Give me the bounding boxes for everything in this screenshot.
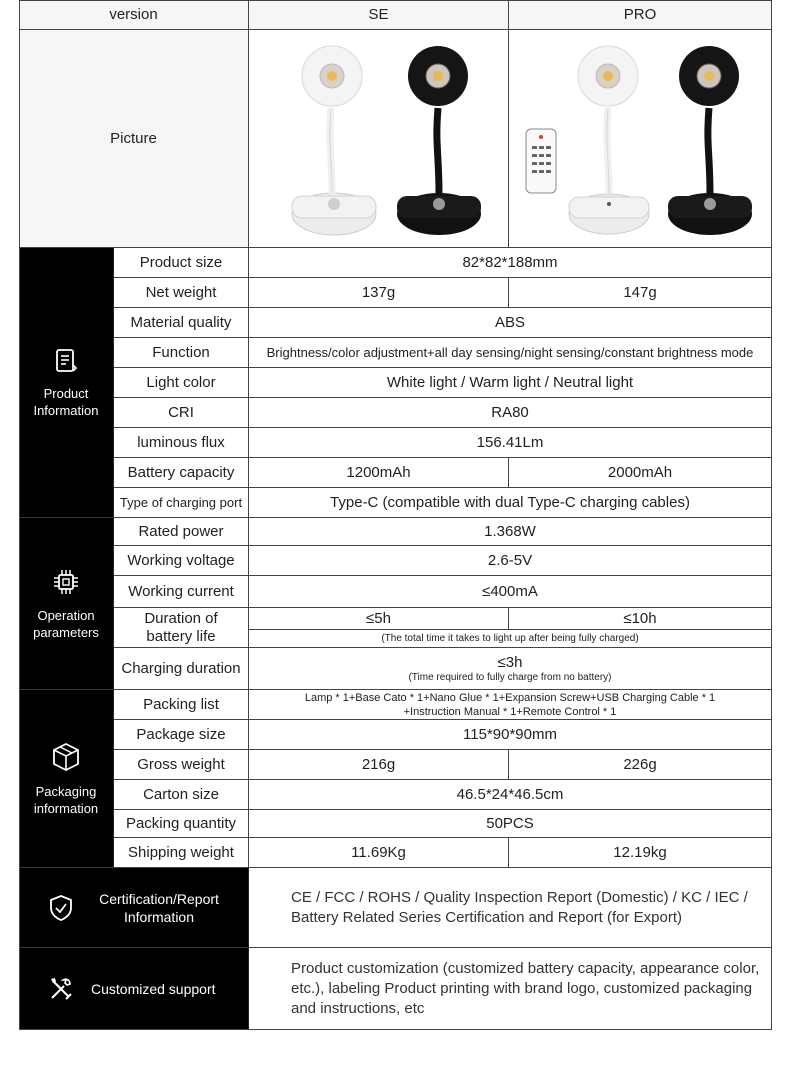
value-net-weight-se: 137g xyxy=(249,278,509,308)
customized-text: Product customization (customized battery capacity, appearance color, etc.), labeling Product printing with brand logo, customized packaging and instructions, etc xyxy=(249,948,772,1030)
black-lamp-image xyxy=(397,46,481,235)
box-icon xyxy=(50,741,82,773)
label-rated-power: Rated power xyxy=(114,518,249,546)
tools-icon xyxy=(47,975,75,1003)
value-function: Brightness/color adjustment+all day sensing/night sensing/constant brightness mode xyxy=(249,338,772,368)
value-current: ≤400mA xyxy=(249,576,772,608)
customized-header xyxy=(19,948,249,1030)
label-packing-list: Packing list xyxy=(114,690,249,720)
label-material: Material quality xyxy=(114,308,249,338)
group-packaging-label: Packaging information xyxy=(33,783,99,816)
value-gross-weight-se: 216g xyxy=(249,750,509,780)
value-cri: RA80 xyxy=(249,398,772,428)
value-battery-life-se: ≤5h xyxy=(249,608,509,630)
header-pro: PRO xyxy=(509,0,772,30)
value-voltage: 2.6-5V xyxy=(249,546,772,576)
value-charging: ≤3h xyxy=(497,653,523,671)
label-voltage: Working voltage xyxy=(114,546,249,576)
label-battery: Battery capacity xyxy=(114,458,249,488)
value-gross-weight-pro: 226g xyxy=(509,750,772,780)
white-lamp-pro-image xyxy=(569,46,649,234)
label-product-size: Product size xyxy=(114,248,249,278)
value-shipping-weight-se: 11.69Kg xyxy=(249,838,509,868)
se-picture xyxy=(249,30,509,248)
value-battery-life-pro: ≤10h xyxy=(509,608,772,630)
label-shipping-weight: Shipping weight xyxy=(114,838,249,868)
note-battery-life: (The total time it takes to light up after being fully charged) xyxy=(249,630,772,648)
picture-label: Picture xyxy=(19,30,249,248)
note-charging: (Time required to fully charge from no battery) xyxy=(408,671,612,683)
value-light-color: White light / Warm light / Neutral light xyxy=(249,368,772,398)
label-function: Function xyxy=(114,338,249,368)
value-packing-list: Lamp * 1+Base Cato * 1+Nano Glue * 1+Expansion Screw+USB Charging Cable * 1 +Instruction Manual * 1+Remote Control * 1 xyxy=(249,690,772,720)
customized-label: Customized support xyxy=(91,981,216,997)
label-charging: Charging duration xyxy=(114,648,249,690)
label-battery-life: Duration of battery life xyxy=(114,608,249,648)
group-operation-label: Operation parameters xyxy=(33,607,99,640)
label-light-color: Light color xyxy=(114,368,249,398)
value-port: Type-C (compatible with dual Type-C charging cables) xyxy=(249,488,772,518)
group-packaging xyxy=(19,690,114,868)
value-flux: 156.41Lm xyxy=(249,428,772,458)
header-version: version xyxy=(19,0,249,30)
value-charging-cell xyxy=(249,648,772,690)
value-packing-qty: 50PCS xyxy=(249,810,772,838)
certification-header xyxy=(19,868,249,948)
remote-control-image xyxy=(526,129,556,193)
header-se: SE xyxy=(249,0,509,30)
group-product xyxy=(19,248,114,518)
group-product-label: Product Information xyxy=(33,385,99,418)
label-flux: luminous flux xyxy=(114,428,249,458)
value-product-size: 82*82*188mm xyxy=(249,248,772,278)
label-package-size: Package size xyxy=(114,720,249,750)
document-icon xyxy=(52,347,80,375)
chip-icon xyxy=(51,567,81,597)
label-net-weight: Net weight xyxy=(114,278,249,308)
group-operation xyxy=(19,518,114,690)
white-lamp-image xyxy=(292,46,376,235)
value-carton-size: 46.5*24*46.5cm xyxy=(249,780,772,810)
value-material: ABS xyxy=(249,308,772,338)
value-package-size: 115*90*90mm xyxy=(249,720,772,750)
certification-label: Certification/Report Information xyxy=(99,890,219,925)
value-rated-power: 1.368W xyxy=(249,518,772,546)
label-packing-qty: Packing quantity xyxy=(114,810,249,838)
shield-check-icon xyxy=(47,893,75,923)
value-shipping-weight-pro: 12.19kg xyxy=(509,838,772,868)
value-net-weight-pro: 147g xyxy=(509,278,772,308)
label-port: Type of charging port xyxy=(114,488,249,518)
black-lamp-pro-image xyxy=(668,46,752,235)
label-current: Working current xyxy=(114,576,249,608)
value-battery-se: 1200mAh xyxy=(249,458,509,488)
label-carton-size: Carton size xyxy=(114,780,249,810)
label-cri: CRI xyxy=(114,398,249,428)
label-gross-weight: Gross weight xyxy=(114,750,249,780)
value-battery-pro: 2000mAh xyxy=(509,458,772,488)
spec-sheet xyxy=(19,0,772,1030)
certification-text: CE / FCC / ROHS / Quality Inspection Report (Domestic) / KC / IEC / Battery Related Series Certification and Report (for Export) xyxy=(249,868,772,948)
pro-picture xyxy=(509,30,772,248)
